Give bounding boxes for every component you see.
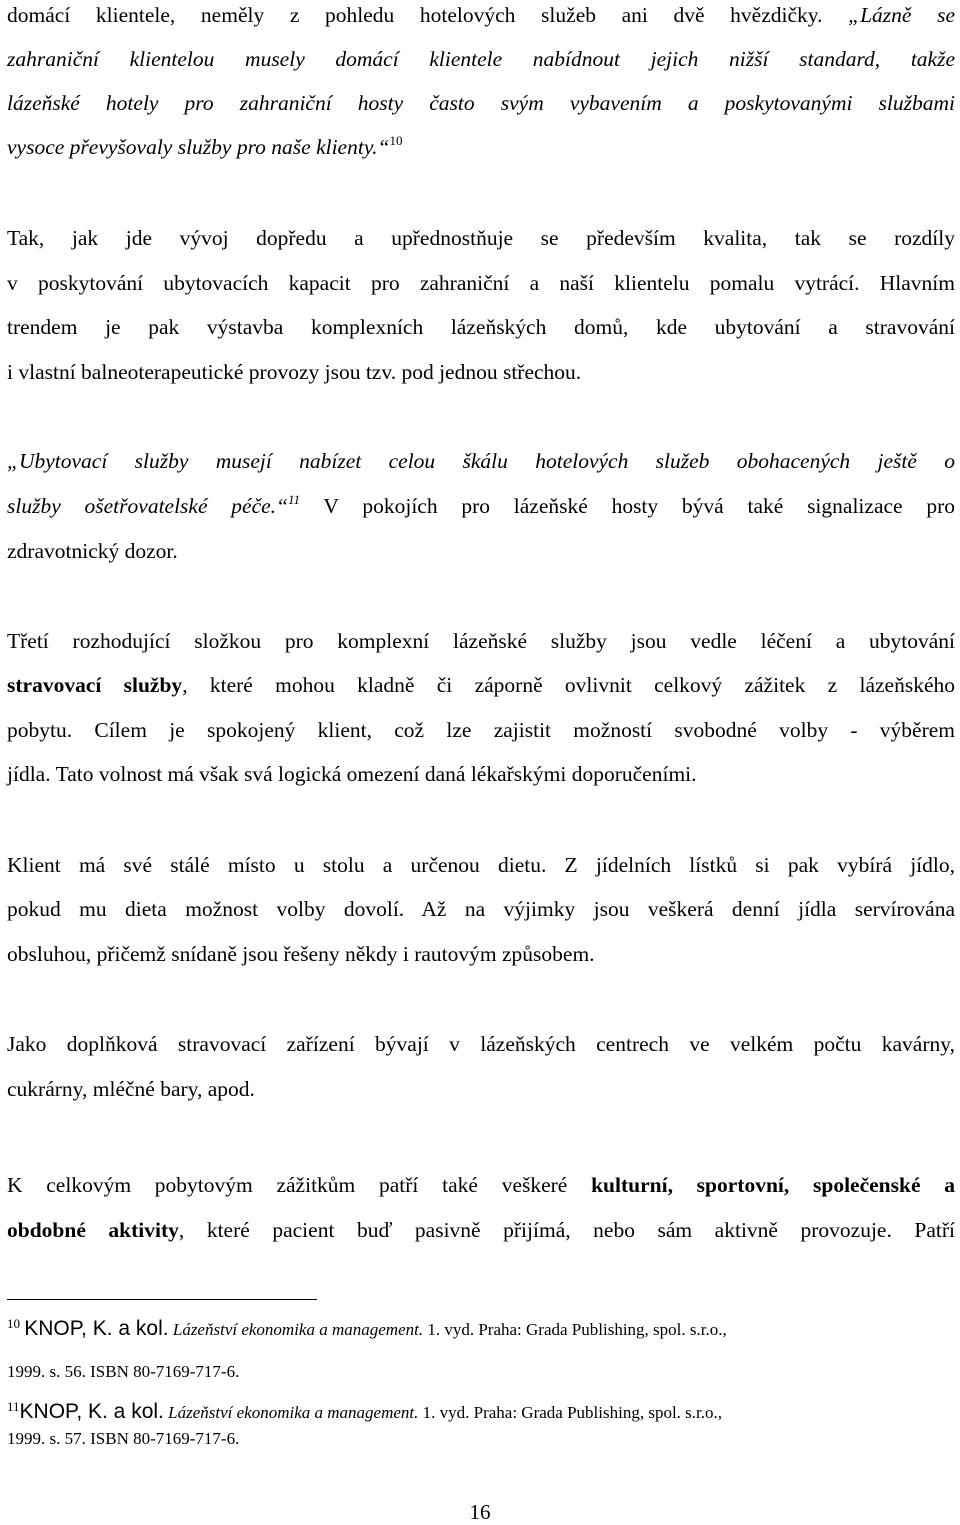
paragraph-line: pokud mu dieta možnost volby dovolí. Až na výjimky jsou veškerá denní jídla servírována: [7, 897, 955, 921]
quote-line: [7, 133, 955, 164]
paragraph-line: Tak, jak jde vývoj dopředu a upřednostňuje se především kvalita, tak se rozdíly: [7, 226, 955, 250]
page-number: 16: [469, 1500, 491, 1524]
paragraph-line: jídla. Tato volnost má však svá logická omezení daná lékařskými doporučeními.: [7, 762, 697, 786]
paragraph-line: pobytu. Cílem je spokojený klient, což lze zajistit možností svobodné volby - výběrem: [7, 718, 955, 742]
paragraph-line: cukrárny, mléčné bary, apod.: [7, 1077, 255, 1101]
footnote-publisher: 1. vyd. Praha: Grada Publishing, spol. s.r.o.,: [418, 1403, 723, 1422]
paragraph-line: obsluhou, přičemž snídaně jsou řešeny někdy i rautovým způsobem.: [7, 942, 595, 966]
footnote-line: 1999. s. 56. ISBN 80-7169-717-6.: [7, 1362, 240, 1381]
quote-line: „Ubytovací služby musejí nabízet celou škálu hotelových služeb obohacených ještě o: [7, 449, 955, 473]
footnote: [7, 1318, 955, 1342]
quote-text: „Lázně se: [848, 3, 956, 27]
bold-term: obdobné aktivity: [7, 1218, 179, 1242]
quote-line: lázeňské hotely pro zahraniční hosty často svým vybavením a poskytovanými službami: [7, 91, 955, 115]
footnote-number: 11: [7, 1399, 20, 1414]
paragraph-line: [7, 1, 955, 29]
footnote-separator: [7, 1299, 317, 1300]
footnote-title: Lázeňství ekonomika a management.: [172, 1320, 424, 1339]
paragraph-line: [7, 1216, 955, 1244]
bold-term: stravovací služby: [7, 673, 183, 697]
paragraph-line: v poskytování ubytovacích kapacit pro zahraniční a naší klientelu pomalu vytrácí. Hlavním: [7, 271, 955, 295]
footnote-publisher: 1. vyd. Praha: Grada Publishing, spol. s.r.o.,: [423, 1320, 727, 1339]
text-run: , které pacient buď pasivně přijímá, nebo sám aktivně provozuje. Patří: [178, 1218, 955, 1242]
quote-text: vysoce převyšovaly služby pro naše klienty.“: [7, 135, 390, 159]
paragraph-line: [7, 671, 955, 699]
footnote: [7, 1401, 955, 1425]
paragraph-line: Jako doplňková stravovací zařízení bývají v lázeňských centrech ve velkém počtu kavárny,: [7, 1032, 955, 1056]
text-run: domácí klientele, neměly z pohledu hotelových služeb ani dvě hvězdičky.: [7, 3, 849, 27]
paragraph-line: i vlastní balneoterapeutické provozy jsou tzv. pod jednou střechou.: [7, 360, 582, 384]
footnote-number: 10: [7, 1316, 20, 1331]
text-run: , které mohou kladně či záporně ovlivnit celkový zážitek z lázeňského: [182, 673, 955, 697]
footnote-author: KNOP, K. a kol.: [24, 1317, 169, 1340]
bold-term: kulturní, sportovní, společenské a: [591, 1173, 955, 1197]
quote-line: zahraniční klientelou musely domácí klientele nabídnout jejich nižší standard, takže: [7, 47, 955, 71]
footnote-author: KNOP, K. a kol.: [19, 1400, 164, 1423]
footnote-line: 1999. s. 57. ISBN 80-7169-717-6.: [7, 1429, 240, 1448]
paragraph-line: [7, 492, 955, 523]
footnote-title: Lázeňství ekonomika a management.: [168, 1403, 419, 1422]
paragraph-line: trendem je pak výstavba komplexních lázeňských domů, kde ubytování a stravování: [7, 315, 955, 339]
text-run: V pokojích pro lázeňské hosty bývá také signalizace pro: [300, 494, 956, 518]
footnote-ref: 10: [389, 133, 403, 148]
paragraph-line: Klient má své stálé místo u stolu a určenou dietu. Z jídelních lístků si pak vybírá jídlo,: [7, 853, 955, 877]
footnote-ref: 11: [288, 492, 301, 507]
quote-text: služby ošetřovatelské péče.“: [7, 494, 288, 518]
paragraph-line: zdravotnický dozor.: [7, 539, 178, 563]
paragraph-line: [7, 1171, 955, 1199]
paragraph-line: Třetí rozhodující složkou pro komplexní lázeňské služby jsou vedle léčení a ubytování: [7, 629, 955, 653]
text-run: K celkovým pobytovým zážitkům patří také veškeré: [7, 1173, 592, 1197]
